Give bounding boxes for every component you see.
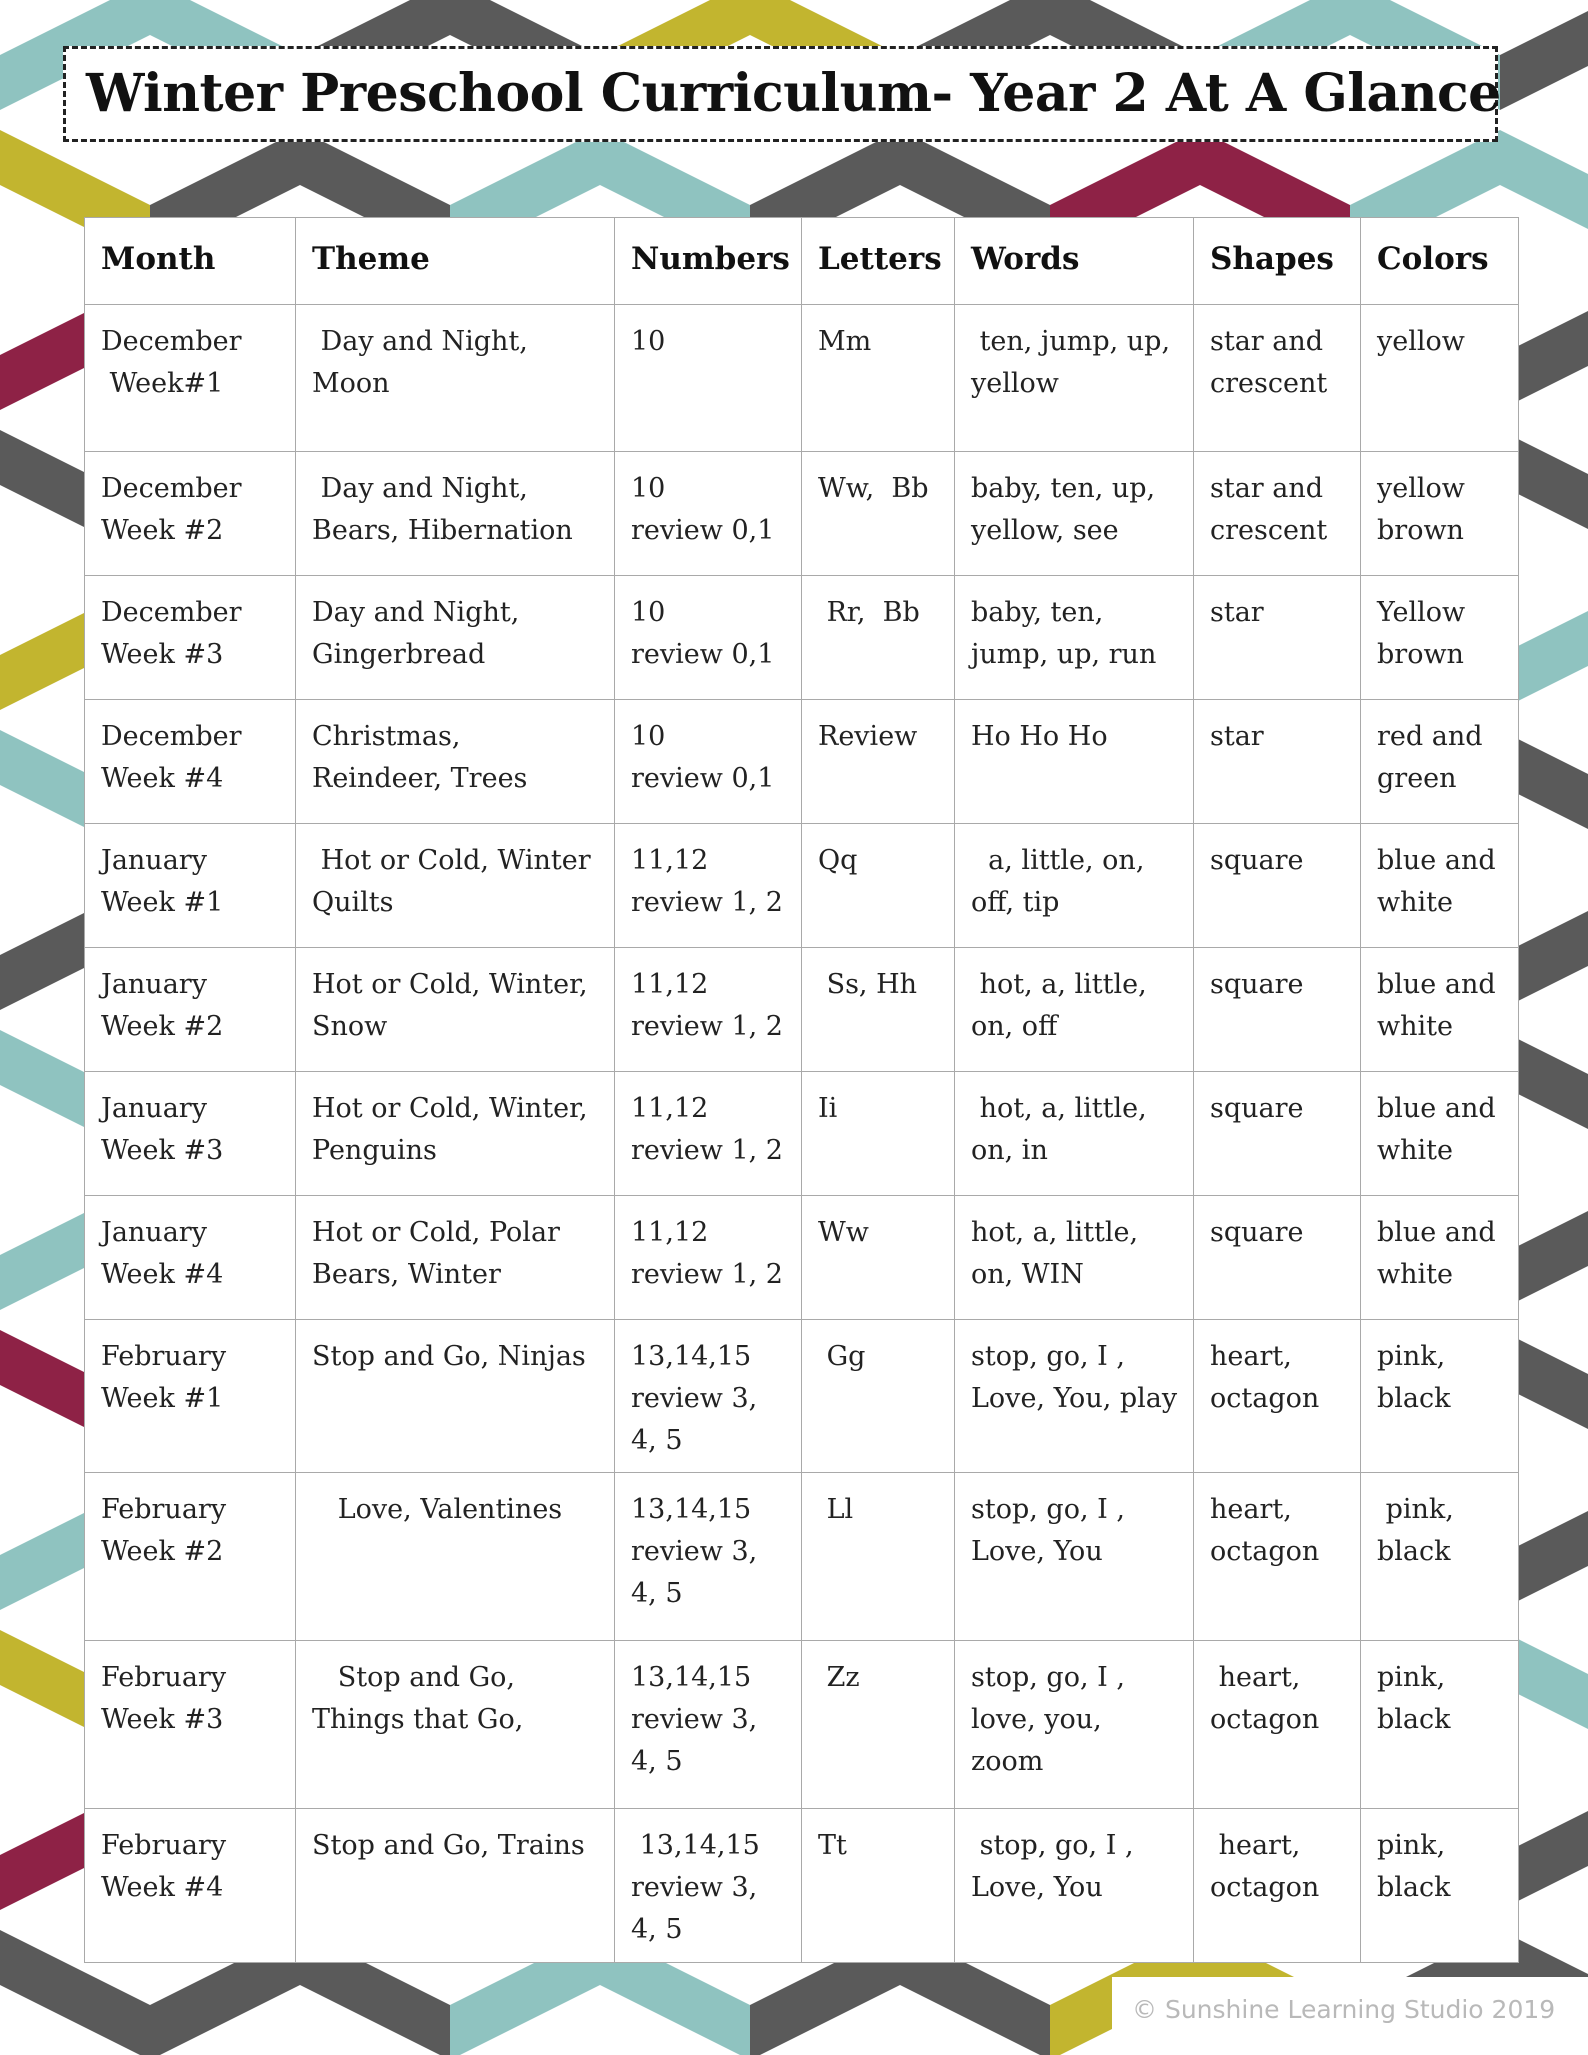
theme-cell bbox=[296, 452, 615, 576]
curriculum-table bbox=[84, 217, 1519, 1963]
cell-text: Snow bbox=[312, 1011, 388, 1042]
cell-text: Day and Night, bbox=[312, 597, 520, 628]
cell-text: octagon bbox=[1210, 1383, 1320, 1414]
cell-text: Week #2 bbox=[101, 1536, 224, 1567]
colors-cell bbox=[1361, 1473, 1519, 1641]
header-numbers: Numbers bbox=[615, 218, 802, 305]
header-letters: Letters bbox=[802, 218, 955, 305]
cell-text: black bbox=[1377, 1383, 1451, 1414]
numbers-cell bbox=[615, 576, 802, 700]
letters-cell bbox=[802, 1320, 955, 1473]
cell-text: 13,14,15 bbox=[631, 1830, 760, 1861]
theme-cell bbox=[296, 1809, 615, 1963]
cell-text: blue and bbox=[1377, 845, 1496, 876]
table-row bbox=[85, 824, 1519, 948]
cell-text: black bbox=[1377, 1536, 1451, 1567]
words-cell bbox=[955, 452, 1194, 576]
cell-text: stop, go, I , bbox=[971, 1830, 1134, 1861]
table-row bbox=[85, 305, 1519, 452]
cell-text: zoom bbox=[971, 1746, 1044, 1777]
letters-cell bbox=[802, 1196, 955, 1320]
cell-text: Moon bbox=[312, 368, 390, 399]
header-month: Month bbox=[85, 218, 296, 305]
cell-text: square bbox=[1210, 969, 1304, 1000]
cell-text: on, off bbox=[971, 1011, 1058, 1042]
cell-text: crescent bbox=[1210, 515, 1328, 546]
cell-text: Week #1 bbox=[101, 1383, 224, 1414]
theme-cell bbox=[296, 1196, 615, 1320]
words-cell bbox=[955, 1641, 1194, 1809]
cell-text: Week #4 bbox=[101, 763, 224, 794]
cell-text: Ss, Hh bbox=[818, 969, 918, 1000]
table-row bbox=[85, 1320, 1519, 1473]
cell-text: star and bbox=[1210, 473, 1324, 504]
cell-text: Rr, Bb bbox=[818, 597, 920, 628]
numbers-cell bbox=[615, 1473, 802, 1641]
theme-cell bbox=[296, 1641, 615, 1809]
copyright-text: © Sunshine Learning Studio 2019 bbox=[1132, 1995, 1556, 2024]
title-banner bbox=[63, 46, 1501, 142]
cell-text: yellow bbox=[1377, 473, 1465, 504]
cell-text: brown bbox=[1377, 639, 1464, 670]
words-cell bbox=[955, 1473, 1194, 1641]
words-cell bbox=[955, 1072, 1194, 1196]
theme-cell bbox=[296, 700, 615, 824]
cell-text: Week #2 bbox=[101, 1011, 224, 1042]
shapes-cell bbox=[1194, 1072, 1361, 1196]
letters-cell bbox=[802, 452, 955, 576]
words-cell bbox=[955, 700, 1194, 824]
table-row bbox=[85, 700, 1519, 824]
cell-text: review 0,1 bbox=[631, 639, 775, 670]
month-cell bbox=[85, 452, 296, 576]
cell-text: Love, Valentines bbox=[312, 1494, 563, 1525]
table-row bbox=[85, 1809, 1519, 1963]
words-cell bbox=[955, 576, 1194, 700]
cell-text: Things that Go, bbox=[312, 1704, 524, 1735]
cell-text: review 3, bbox=[631, 1704, 758, 1735]
page-title: Winter Preschool Curriculum- Year 2 At A Glance bbox=[86, 63, 1501, 124]
cell-text: Hot or Cold, Winter bbox=[312, 845, 591, 876]
copyright-box bbox=[1112, 1977, 1588, 2055]
cell-text: blue and bbox=[1377, 969, 1496, 1000]
cell-text: Qq bbox=[818, 845, 858, 876]
cell-text: Bears, Hibernation bbox=[312, 515, 573, 546]
cell-text: 13,14,15 bbox=[631, 1662, 752, 1693]
cell-text: 4, 5 bbox=[631, 1746, 683, 1777]
cell-text: Reindeer, Trees bbox=[312, 763, 528, 794]
cell-text: white bbox=[1377, 1135, 1453, 1166]
cell-text: 10 bbox=[631, 597, 666, 628]
numbers-cell bbox=[615, 1196, 802, 1320]
cell-text: Love, You bbox=[971, 1536, 1103, 1567]
cell-text: Gingerbread bbox=[312, 639, 486, 670]
cell-text: hot, a, little, bbox=[971, 1217, 1139, 1248]
cell-text: love, you, bbox=[971, 1704, 1102, 1735]
cell-text: 11,12 bbox=[631, 1217, 709, 1248]
numbers-cell bbox=[615, 1320, 802, 1473]
cell-text: Stop and Go, bbox=[312, 1662, 515, 1693]
cell-text: 13,14,15 bbox=[631, 1341, 752, 1372]
cell-text: Hot or Cold, Polar bbox=[312, 1217, 560, 1248]
header-shapes: Shapes bbox=[1194, 218, 1361, 305]
table-row bbox=[85, 1641, 1519, 1809]
cell-text: black bbox=[1377, 1704, 1451, 1735]
cell-text: review 1, 2 bbox=[631, 1011, 783, 1042]
cell-text: review 0,1 bbox=[631, 763, 775, 794]
numbers-cell bbox=[615, 700, 802, 824]
cell-text: 10 bbox=[631, 473, 666, 504]
cell-text: Hot or Cold, Winter, bbox=[312, 1093, 588, 1124]
cell-text: square bbox=[1210, 845, 1304, 876]
cell-text: review 1, 2 bbox=[631, 1135, 783, 1166]
cell-text: Ww, Bb bbox=[818, 473, 929, 504]
letters-cell bbox=[802, 1809, 955, 1963]
shapes-cell bbox=[1194, 452, 1361, 576]
cell-text: white bbox=[1377, 1259, 1453, 1290]
cell-text: Hot or Cold, Winter, bbox=[312, 969, 588, 1000]
shapes-cell bbox=[1194, 576, 1361, 700]
cell-text: yellow bbox=[1377, 326, 1465, 357]
cell-text: Week #3 bbox=[101, 639, 224, 670]
cell-text: review 3, bbox=[631, 1383, 758, 1414]
cell-text: pink, bbox=[1377, 1341, 1446, 1372]
cell-text: Week #4 bbox=[101, 1259, 224, 1290]
cell-text: heart, bbox=[1210, 1830, 1301, 1861]
month-cell bbox=[85, 1473, 296, 1641]
table-row bbox=[85, 1072, 1519, 1196]
cell-text: off, tip bbox=[971, 887, 1060, 918]
cell-text: blue and bbox=[1377, 1217, 1496, 1248]
cell-text: 13,14,15 bbox=[631, 1494, 752, 1525]
colors-cell bbox=[1361, 824, 1519, 948]
month-cell bbox=[85, 576, 296, 700]
cell-text: February bbox=[101, 1662, 227, 1693]
table-row bbox=[85, 452, 1519, 576]
cell-text: Day and Night, bbox=[312, 326, 528, 357]
shapes-cell bbox=[1194, 305, 1361, 452]
cell-text: Tt bbox=[818, 1830, 847, 1861]
cell-text: square bbox=[1210, 1093, 1304, 1124]
colors-cell bbox=[1361, 452, 1519, 576]
cell-text: stop, go, I , bbox=[971, 1341, 1125, 1372]
letters-cell bbox=[802, 948, 955, 1072]
header-theme: Theme bbox=[296, 218, 615, 305]
words-cell bbox=[955, 305, 1194, 452]
cell-text: December bbox=[101, 721, 242, 752]
cell-text: crescent bbox=[1210, 368, 1328, 399]
cell-text: Quilts bbox=[312, 887, 394, 918]
cell-text: Week #4 bbox=[101, 1872, 224, 1903]
cell-text: Ii bbox=[818, 1093, 838, 1124]
cell-text: star bbox=[1210, 721, 1264, 752]
cell-text: Mm bbox=[818, 326, 872, 357]
shapes-cell bbox=[1194, 1473, 1361, 1641]
shapes-cell bbox=[1194, 700, 1361, 824]
cell-text: baby, ten, bbox=[971, 597, 1104, 628]
shapes-cell bbox=[1194, 1196, 1361, 1320]
colors-cell bbox=[1361, 1320, 1519, 1473]
month-cell bbox=[85, 1641, 296, 1809]
letters-cell bbox=[802, 1473, 955, 1641]
theme-cell bbox=[296, 824, 615, 948]
cell-text: January bbox=[101, 845, 207, 876]
cell-text: a, little, on, bbox=[971, 845, 1145, 876]
letters-cell bbox=[802, 1641, 955, 1809]
cell-text: 4, 5 bbox=[631, 1578, 683, 1609]
colors-cell bbox=[1361, 1641, 1519, 1809]
cell-text: Day and Night, bbox=[312, 473, 528, 504]
header-colors: Colors bbox=[1361, 218, 1519, 305]
letters-cell bbox=[802, 700, 955, 824]
cell-text: 10 bbox=[631, 721, 666, 752]
cell-text: Stop and Go, Trains bbox=[312, 1830, 585, 1861]
cell-text: Week #3 bbox=[101, 1135, 224, 1166]
colors-cell bbox=[1361, 1809, 1519, 1963]
cell-text: Love, You bbox=[971, 1872, 1103, 1903]
words-cell bbox=[955, 824, 1194, 948]
cell-text: baby, ten, up, bbox=[971, 473, 1156, 504]
cell-text: review 1, 2 bbox=[631, 1259, 783, 1290]
cell-text: Penguins bbox=[312, 1135, 437, 1166]
cell-text: 11,12 bbox=[631, 1093, 709, 1124]
cell-text: hot, a, little, bbox=[971, 969, 1147, 1000]
numbers-cell bbox=[615, 305, 802, 452]
theme-cell bbox=[296, 1320, 615, 1473]
cell-text: on, WIN bbox=[971, 1259, 1084, 1290]
cell-text: Ww bbox=[818, 1217, 869, 1248]
table-row bbox=[85, 948, 1519, 1072]
theme-cell bbox=[296, 305, 615, 452]
numbers-cell bbox=[615, 948, 802, 1072]
numbers-cell bbox=[615, 1072, 802, 1196]
colors-cell bbox=[1361, 1072, 1519, 1196]
numbers-cell bbox=[615, 1641, 802, 1809]
cell-text: black bbox=[1377, 1872, 1451, 1903]
cell-text: 11,12 bbox=[631, 969, 709, 1000]
month-cell bbox=[85, 824, 296, 948]
cell-text: red and bbox=[1377, 721, 1483, 752]
theme-cell bbox=[296, 576, 615, 700]
cell-text: ten, jump, up, bbox=[971, 326, 1171, 357]
cell-text: February bbox=[101, 1341, 227, 1372]
colors-cell bbox=[1361, 576, 1519, 700]
letters-cell bbox=[802, 305, 955, 452]
cell-text: Yellow bbox=[1377, 597, 1466, 628]
cell-text: January bbox=[101, 1093, 207, 1124]
shapes-cell bbox=[1194, 948, 1361, 1072]
cell-text: heart, bbox=[1210, 1662, 1301, 1693]
cell-text: 10 bbox=[631, 326, 666, 357]
words-cell bbox=[955, 1196, 1194, 1320]
cell-text: Stop and Go, Ninjas bbox=[312, 1341, 586, 1372]
month-cell bbox=[85, 948, 296, 1072]
numbers-cell bbox=[615, 1809, 802, 1963]
cell-text: Love, You, play bbox=[971, 1383, 1178, 1414]
cell-text: January bbox=[101, 969, 207, 1000]
cell-text: Bears, Winter bbox=[312, 1259, 501, 1290]
cell-text: January bbox=[101, 1217, 207, 1248]
colors-cell bbox=[1361, 700, 1519, 824]
cell-text: heart, bbox=[1210, 1494, 1292, 1525]
cell-text: white bbox=[1377, 1011, 1453, 1042]
month-cell bbox=[85, 1320, 296, 1473]
words-cell bbox=[955, 948, 1194, 1072]
cell-text: Week#1 bbox=[101, 368, 224, 399]
cell-text: yellow bbox=[971, 368, 1059, 399]
month-cell bbox=[85, 700, 296, 824]
cell-text: octagon bbox=[1210, 1536, 1320, 1567]
cell-text: review 0,1 bbox=[631, 515, 775, 546]
cell-text: Ho Ho Ho bbox=[971, 721, 1108, 752]
cell-text: jump, up, run bbox=[971, 639, 1157, 670]
cell-text: Week #1 bbox=[101, 887, 224, 918]
colors-cell bbox=[1361, 948, 1519, 1072]
cell-text: review 3, bbox=[631, 1536, 758, 1567]
table-row bbox=[85, 1196, 1519, 1320]
month-cell bbox=[85, 1196, 296, 1320]
cell-text: pink, bbox=[1377, 1494, 1454, 1525]
cell-text: hot, a, little, bbox=[971, 1093, 1147, 1124]
letters-cell bbox=[802, 824, 955, 948]
cell-text: brown bbox=[1377, 515, 1464, 546]
cell-text: review 3, bbox=[631, 1872, 758, 1903]
header-words: Words bbox=[955, 218, 1194, 305]
shapes-cell bbox=[1194, 824, 1361, 948]
chevron-stripe bbox=[1500, 0, 1588, 110]
cell-text: December bbox=[101, 473, 242, 504]
cell-text: heart, bbox=[1210, 1341, 1292, 1372]
cell-text: star and bbox=[1210, 326, 1324, 357]
cell-text: yellow, see bbox=[971, 515, 1119, 546]
cell-text: stop, go, I , bbox=[971, 1662, 1125, 1693]
header-row bbox=[85, 218, 1519, 305]
cell-text: on, in bbox=[971, 1135, 1048, 1166]
month-cell bbox=[85, 305, 296, 452]
cell-text: Week #3 bbox=[101, 1704, 224, 1735]
table-row bbox=[85, 576, 1519, 700]
shapes-cell bbox=[1194, 1809, 1361, 1963]
cell-text: pink, bbox=[1377, 1662, 1446, 1693]
cell-text: blue and bbox=[1377, 1093, 1496, 1124]
month-cell bbox=[85, 1809, 296, 1963]
colors-cell bbox=[1361, 305, 1519, 452]
cell-text: Ll bbox=[818, 1494, 854, 1525]
month-cell bbox=[85, 1072, 296, 1196]
cell-text: 4, 5 bbox=[631, 1914, 683, 1945]
theme-cell bbox=[296, 948, 615, 1072]
cell-text: stop, go, I , bbox=[971, 1494, 1125, 1525]
letters-cell bbox=[802, 1072, 955, 1196]
cell-text: Week #2 bbox=[101, 515, 224, 546]
words-cell bbox=[955, 1320, 1194, 1473]
cell-text: octagon bbox=[1210, 1704, 1320, 1735]
cell-text: square bbox=[1210, 1217, 1304, 1248]
theme-cell bbox=[296, 1473, 615, 1641]
cell-text: December bbox=[101, 597, 242, 628]
cell-text: green bbox=[1377, 763, 1457, 794]
cell-text: Zz bbox=[818, 1662, 860, 1693]
colors-cell bbox=[1361, 1196, 1519, 1320]
numbers-cell bbox=[615, 824, 802, 948]
cell-text: February bbox=[101, 1830, 227, 1861]
cell-text: December bbox=[101, 326, 242, 357]
cell-text: review 1, 2 bbox=[631, 887, 783, 918]
cell-text: star bbox=[1210, 597, 1264, 628]
cell-text: 4, 5 bbox=[631, 1425, 683, 1456]
theme-cell bbox=[296, 1072, 615, 1196]
shapes-cell bbox=[1194, 1641, 1361, 1809]
cell-text: Christmas, bbox=[312, 721, 461, 752]
shapes-cell bbox=[1194, 1320, 1361, 1473]
cell-text: white bbox=[1377, 887, 1453, 918]
cell-text: 11,12 bbox=[631, 845, 709, 876]
cell-text: Review bbox=[818, 721, 918, 752]
cell-text: octagon bbox=[1210, 1872, 1320, 1903]
words-cell bbox=[955, 1809, 1194, 1963]
numbers-cell bbox=[615, 452, 802, 576]
table-row bbox=[85, 1473, 1519, 1641]
letters-cell bbox=[802, 576, 955, 700]
cell-text: February bbox=[101, 1494, 227, 1525]
cell-text: pink, bbox=[1377, 1830, 1446, 1861]
cell-text: Gg bbox=[818, 1341, 866, 1372]
